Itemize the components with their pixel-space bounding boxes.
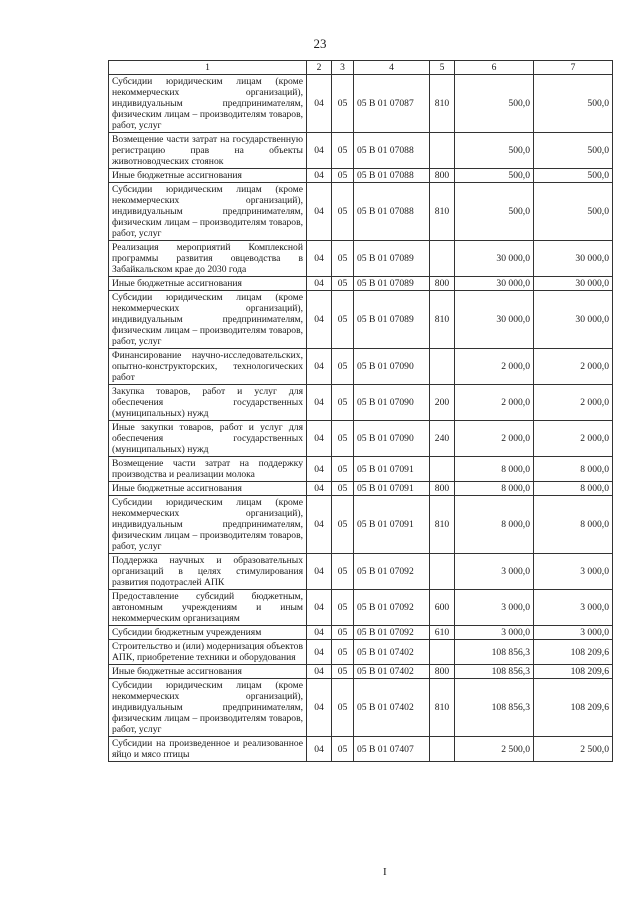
- row-description: Субсидии юридическим лицам (кроме некоммерческих организаций), индивидуальным предпринимателям, физическим лицам – производителям товаров, работ, услуг: [109, 679, 307, 737]
- row-amount-year-2: 2 000,0: [534, 349, 613, 385]
- table-row: [109, 349, 613, 385]
- row-subsection-code: 05: [332, 626, 354, 640]
- table-row: [109, 75, 613, 133]
- row-description: Субсидии юридическим лицам (кроме некоммерческих организаций), индивидуальным предпринимателям, физическим лицам – производителям товаров, работ, услуг: [109, 183, 307, 241]
- table-row: [109, 679, 613, 737]
- row-amount-year-1: 500,0: [455, 169, 534, 183]
- row-subsection-code: 05: [332, 241, 354, 277]
- row-description: Иные бюджетные ассигнования: [109, 277, 307, 291]
- row-section-code: 04: [307, 421, 332, 457]
- row-target-article: 05 В 01 07089: [354, 291, 430, 349]
- header-col-2: 2: [307, 61, 332, 75]
- row-expense-type: 800: [430, 665, 455, 679]
- row-amount-year-2: 2 500,0: [534, 737, 613, 762]
- row-amount-year-2: 500,0: [534, 75, 613, 133]
- row-description: Иные закупки товаров, работ и услуг для обеспечения государственных (муниципальных) нужд: [109, 421, 307, 457]
- row-subsection-code: 05: [332, 421, 354, 457]
- row-section-code: 04: [307, 496, 332, 554]
- row-amount-year-2: 30 000,0: [534, 277, 613, 291]
- table-row: [109, 169, 613, 183]
- row-section-code: 04: [307, 241, 332, 277]
- row-amount-year-2: 108 209,6: [534, 640, 613, 665]
- row-target-article: 05 В 01 07092: [354, 626, 430, 640]
- header-col-7: 7: [534, 61, 613, 75]
- table-row: [109, 291, 613, 349]
- row-amount-year-1: 108 856,3: [455, 640, 534, 665]
- footer-mark: I: [383, 866, 387, 878]
- row-target-article: 05 В 01 07091: [354, 496, 430, 554]
- row-amount-year-2: 500,0: [534, 169, 613, 183]
- row-expense-type: [430, 554, 455, 590]
- row-target-article: 05 В 01 07092: [354, 554, 430, 590]
- row-expense-type: 800: [430, 169, 455, 183]
- row-description: Возмещение части затрат на государственную регистрацию прав на объекты животноводческих стоянок: [109, 133, 307, 169]
- row-description: Закупка товаров, работ и услуг для обеспечения государственных (муниципальных) нужд: [109, 385, 307, 421]
- header-col-3: 3: [332, 61, 354, 75]
- row-section-code: 04: [307, 590, 332, 626]
- table-row: [109, 183, 613, 241]
- row-section-code: 04: [307, 349, 332, 385]
- row-description: Субсидии бюджетным учреждениям: [109, 626, 307, 640]
- row-expense-type: 600: [430, 590, 455, 626]
- row-target-article: 05 В 01 07088: [354, 133, 430, 169]
- row-expense-type: [430, 133, 455, 169]
- row-amount-year-2: 8 000,0: [534, 496, 613, 554]
- row-subsection-code: 05: [332, 385, 354, 421]
- row-section-code: 04: [307, 169, 332, 183]
- row-subsection-code: 05: [332, 737, 354, 762]
- row-description: Иные бюджетные ассигнования: [109, 482, 307, 496]
- row-description: Строительство и (или) модернизация объектов АПК, приобретение техники и оборудования: [109, 640, 307, 665]
- page-number: 23: [313, 36, 327, 51]
- row-target-article: 05 В 01 07089: [354, 241, 430, 277]
- table-row: [109, 640, 613, 665]
- row-target-article: 05 В 01 07090: [354, 349, 430, 385]
- row-amount-year-2: 108 209,6: [534, 679, 613, 737]
- row-section-code: 04: [307, 554, 332, 590]
- header-col-4: 4: [354, 61, 430, 75]
- row-expense-type: 610: [430, 626, 455, 640]
- table-row: [109, 277, 613, 291]
- table-row: [109, 590, 613, 626]
- row-target-article: 05 В 01 07090: [354, 385, 430, 421]
- row-amount-year-1: 108 856,3: [455, 679, 534, 737]
- row-amount-year-1: 3 000,0: [455, 626, 534, 640]
- table-header-row: [109, 61, 613, 75]
- row-amount-year-2: 30 000,0: [534, 291, 613, 349]
- row-description: Реализация мероприятий Комплексной программы развития овцеводства в Забайкальском крае до 2030 года: [109, 241, 307, 277]
- row-amount-year-1: 108 856,3: [455, 665, 534, 679]
- row-expense-type: 800: [430, 482, 455, 496]
- row-section-code: 04: [307, 640, 332, 665]
- row-section-code: 04: [307, 626, 332, 640]
- row-target-article: 05 В 01 07090: [354, 421, 430, 457]
- row-description: Субсидии юридическим лицам (кроме некоммерческих организаций), индивидуальным предпринимателям, физическим лицам – производителям товаров, работ, услуг: [109, 291, 307, 349]
- row-amount-year-1: 500,0: [455, 183, 534, 241]
- row-expense-type: [430, 737, 455, 762]
- row-amount-year-1: 500,0: [455, 133, 534, 169]
- row-expense-type: [430, 349, 455, 385]
- row-amount-year-2: 2 000,0: [534, 385, 613, 421]
- row-target-article: 05 В 01 07088: [354, 183, 430, 241]
- row-expense-type: [430, 241, 455, 277]
- row-amount-year-1: 30 000,0: [455, 277, 534, 291]
- row-target-article: 05 В 01 07091: [354, 482, 430, 496]
- row-description: Поддержка научных и образовательных организаций в целях стимулирования развития подотраслей АПК: [109, 554, 307, 590]
- row-amount-year-2: 8 000,0: [534, 482, 613, 496]
- header-col-6: 6: [455, 61, 534, 75]
- row-section-code: 04: [307, 133, 332, 169]
- row-amount-year-1: 8 000,0: [455, 457, 534, 482]
- row-target-article: 05 В 01 07402: [354, 640, 430, 665]
- row-target-article: 05 В 01 07088: [354, 169, 430, 183]
- row-subsection-code: 05: [332, 169, 354, 183]
- row-target-article: 05 В 01 07402: [354, 679, 430, 737]
- row-expense-type: [430, 457, 455, 482]
- row-expense-type: 200: [430, 385, 455, 421]
- table-row: [109, 496, 613, 554]
- row-amount-year-1: 8 000,0: [455, 496, 534, 554]
- row-amount-year-2: 500,0: [534, 183, 613, 241]
- row-amount-year-1: 30 000,0: [455, 291, 534, 349]
- row-amount-year-2: 2 000,0: [534, 421, 613, 457]
- row-subsection-code: 05: [332, 457, 354, 482]
- row-subsection-code: 05: [332, 554, 354, 590]
- row-subsection-code: 05: [332, 679, 354, 737]
- row-description: Субсидии юридическим лицам (кроме некоммерческих организаций), индивидуальным предпринимателям, физическим лицам – производителям товаров, работ, услуг: [109, 75, 307, 133]
- row-expense-type: 800: [430, 277, 455, 291]
- row-section-code: 04: [307, 277, 332, 291]
- table-row: [109, 737, 613, 762]
- table-row: [109, 133, 613, 169]
- row-subsection-code: 05: [332, 665, 354, 679]
- row-description: Субсидии на произведенное и реализованное яйцо и мясо птицы: [109, 737, 307, 762]
- row-section-code: 04: [307, 183, 332, 241]
- table-row: [109, 482, 613, 496]
- row-amount-year-2: 500,0: [534, 133, 613, 169]
- row-section-code: 04: [307, 482, 332, 496]
- row-target-article: 05 В 01 07407: [354, 737, 430, 762]
- row-target-article: 05 В 01 07092: [354, 590, 430, 626]
- row-description: Финансирование научно-исследовательских, опытно-конструкторских, технологических работ: [109, 349, 307, 385]
- row-amount-year-2: 8 000,0: [534, 457, 613, 482]
- row-amount-year-1: 30 000,0: [455, 241, 534, 277]
- row-subsection-code: 05: [332, 482, 354, 496]
- table-row: [109, 626, 613, 640]
- row-amount-year-1: 3 000,0: [455, 590, 534, 626]
- row-expense-type: 810: [430, 291, 455, 349]
- row-section-code: 04: [307, 679, 332, 737]
- table-row: [109, 385, 613, 421]
- row-amount-year-1: 2 500,0: [455, 737, 534, 762]
- row-subsection-code: 05: [332, 349, 354, 385]
- row-subsection-code: 05: [332, 75, 354, 133]
- row-amount-year-1: 2 000,0: [455, 421, 534, 457]
- row-amount-year-2: 108 209,6: [534, 665, 613, 679]
- table-row: [109, 457, 613, 482]
- row-subsection-code: 05: [332, 590, 354, 626]
- row-description: Субсидии юридическим лицам (кроме некоммерческих организаций), индивидуальным предпринимателям, физическим лицам – производителям товаров, работ, услуг: [109, 496, 307, 554]
- row-section-code: 04: [307, 457, 332, 482]
- row-target-article: 05 В 01 07402: [354, 665, 430, 679]
- row-amount-year-2: 3 000,0: [534, 626, 613, 640]
- row-amount-year-2: 3 000,0: [534, 590, 613, 626]
- row-expense-type: 810: [430, 679, 455, 737]
- row-amount-year-2: 30 000,0: [534, 241, 613, 277]
- row-target-article: 05 В 01 07087: [354, 75, 430, 133]
- table-row: [109, 665, 613, 679]
- row-subsection-code: 05: [332, 183, 354, 241]
- row-amount-year-1: 8 000,0: [455, 482, 534, 496]
- row-description: Возмещение части затрат на поддержку производства и реализации молока: [109, 457, 307, 482]
- row-target-article: 05 В 01 07091: [354, 457, 430, 482]
- row-description: Предоставление субсидий бюджетным, автономным учреждениям и иным некоммерческим организациям: [109, 590, 307, 626]
- header-col-1: 1: [109, 61, 307, 75]
- row-subsection-code: 05: [332, 291, 354, 349]
- row-expense-type: [430, 640, 455, 665]
- row-expense-type: 810: [430, 75, 455, 133]
- table-row: [109, 554, 613, 590]
- row-amount-year-1: 2 000,0: [455, 385, 534, 421]
- table-row: [109, 421, 613, 457]
- row-subsection-code: 05: [332, 640, 354, 665]
- row-subsection-code: 05: [332, 496, 354, 554]
- row-section-code: 04: [307, 385, 332, 421]
- row-section-code: 04: [307, 665, 332, 679]
- row-target-article: 05 В 01 07089: [354, 277, 430, 291]
- row-amount-year-1: 500,0: [455, 75, 534, 133]
- row-section-code: 04: [307, 75, 332, 133]
- row-section-code: 04: [307, 291, 332, 349]
- table-row: [109, 241, 613, 277]
- header-col-5: 5: [430, 61, 455, 75]
- row-description: Иные бюджетные ассигнования: [109, 169, 307, 183]
- row-expense-type: 810: [430, 496, 455, 554]
- row-amount-year-1: 2 000,0: [455, 349, 534, 385]
- row-amount-year-2: 3 000,0: [534, 554, 613, 590]
- row-section-code: 04: [307, 737, 332, 762]
- row-subsection-code: 05: [332, 277, 354, 291]
- row-expense-type: 240: [430, 421, 455, 457]
- row-amount-year-1: 3 000,0: [455, 554, 534, 590]
- budget-table: [108, 60, 613, 762]
- row-subsection-code: 05: [332, 133, 354, 169]
- row-expense-type: 810: [430, 183, 455, 241]
- row-description: Иные бюджетные ассигнования: [109, 665, 307, 679]
